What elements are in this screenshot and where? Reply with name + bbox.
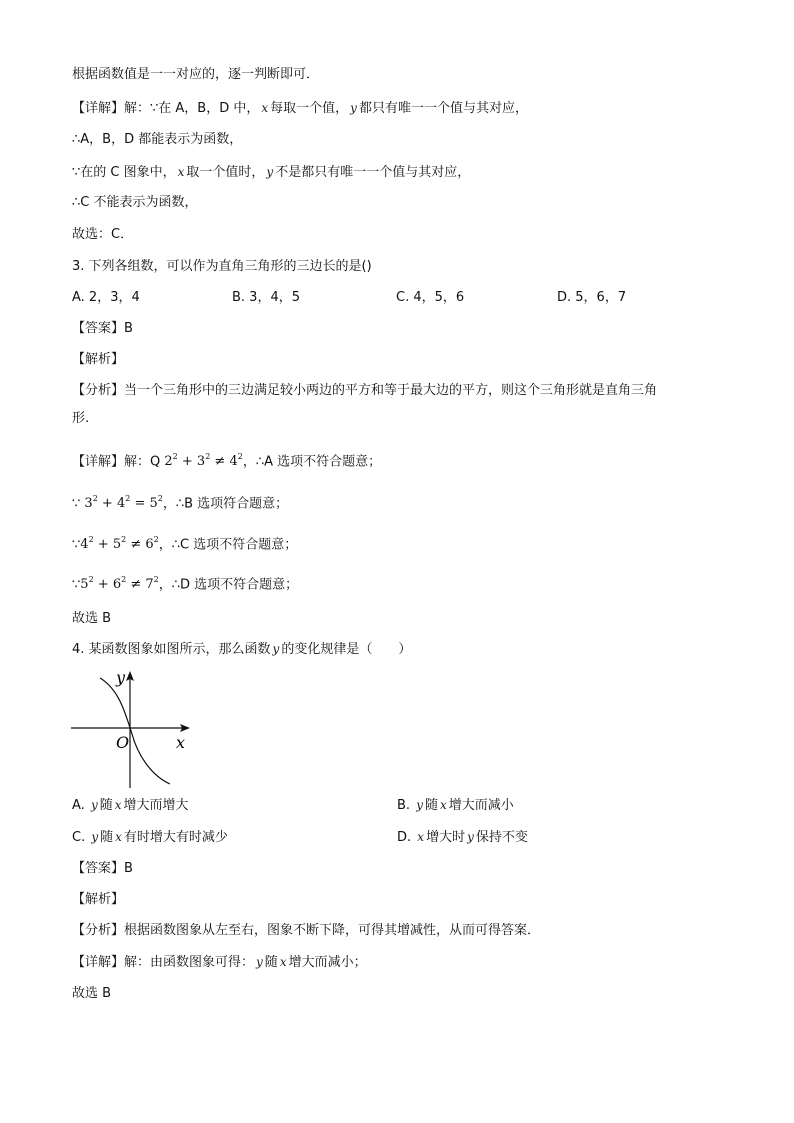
q3-option-c: C. 4，5，6 xyxy=(396,290,465,305)
q4-analysis-title: 【解析】 xyxy=(72,892,125,907)
q4-option-d: D. x 增大时 y 保持不变 xyxy=(397,830,528,845)
text-line: 【详解】解：∵在 A，B，D 中， x 每取一个值， y 都只有唯一一个值与其对应， xyxy=(72,101,528,116)
q3-option-d: D. 5，6，7 xyxy=(557,290,627,305)
question-4-stem: 4. 某函数图象如图所示，那么函数 y 的变化规律是（ ） xyxy=(72,642,412,657)
q3-option-a: A. 2，3，4 xyxy=(72,290,140,305)
q4-option-c: C. y 随 x 有时增大有时减少 xyxy=(72,830,228,845)
function-curve xyxy=(100,678,170,784)
q4-detail: 【详解】解：由函数图象可得： y 随 x 增大而减小； xyxy=(72,955,367,970)
x-axis-label: x xyxy=(176,733,186,752)
q3-detail-3: $\because 4^2 + 5^2 \ne 6^2$，∴C 选项不符合题意； xyxy=(72,535,298,553)
text-line: 根据函数值是一一对应的，逐一判断即可． xyxy=(72,67,320,82)
q3-analysis-cont: 形. xyxy=(72,411,90,426)
q3-analysis-title: 【解析】 xyxy=(72,352,125,367)
q4-option-b: B. y 随 x 增大而减小 xyxy=(397,798,514,813)
q3-conclusion: 故选 B xyxy=(72,611,112,626)
q4-option-a: A. y 随 x 增大而增大 xyxy=(72,798,189,813)
q3-analysis: 【分析】当一个三角形中的三边满足较小两边的平方和等于最大边的平方，则这个三角形就是直角三角 xyxy=(72,383,658,398)
origin-label: O xyxy=(116,733,130,752)
text-line: ∴C 不能表示为函数， xyxy=(72,195,198,210)
function-graph xyxy=(68,668,198,790)
text-line: ∵在的 C 图象中， x 取一个值时， y 不是都只有唯一一个值与其对应， xyxy=(72,165,471,180)
q3-detail-1: 【详解】解：Q $2^2 + 3^2 \ne 4^2$，∴A 选项不符合题意； xyxy=(72,452,382,470)
q3-answer: 【答案】B xyxy=(72,321,133,336)
question-3-stem: 3. 下列各组数，可以作为直角三角形的三边长的是() xyxy=(72,259,372,274)
q3-detail-2: ∵ $3^2 + 4^2 = 5^2$，∴B 选项符合题意； xyxy=(72,494,289,512)
q4-answer: 【答案】B xyxy=(72,861,133,876)
y-axis-label: y xyxy=(116,668,126,687)
q3-option-b: B. 3，4，5 xyxy=(232,290,300,305)
q4-conclusion: 故选 B xyxy=(72,986,112,1001)
text-line: ∴A，B，D 都能表示为函数， xyxy=(72,132,243,147)
q4-analysis: 【分析】根据函数图象从左至右，图象不断下降，可得其增减性，从而可得答案． xyxy=(72,923,541,938)
text-line: 故选：C． xyxy=(72,227,134,242)
q3-detail-4: $\because 5^2 + 6^2 \ne 7^2$，∴D 选项不符合题意； xyxy=(72,575,299,593)
